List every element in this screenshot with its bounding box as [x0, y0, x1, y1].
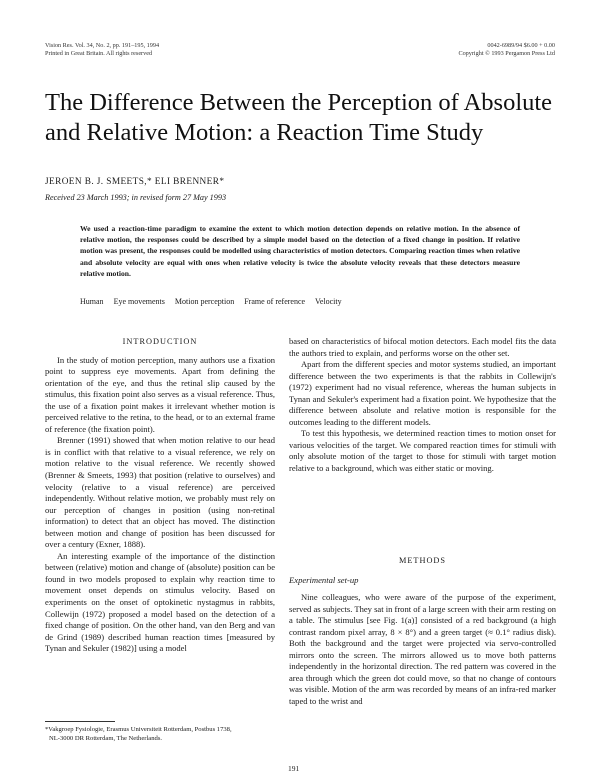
printed-line: Printed in Great Britain. All rights reserved: [45, 50, 153, 57]
paragraph: Brenner (1991) showed that when motion relative to our head is in conflict with that relative to a visual reference, we rely on motion relative to the visual reference. We recently showed (Brenner & Smeets, 1993) that position (relative to ourselves) and velocity (relative to a visual reference) are perceived independently. Without relative motion, we probably must rely on our perception of changes in position (using non-retinal information) to detect that an object has moved. The distinction between motion and change of position has been discussed for over a century (Exner, 1888).: [45, 435, 275, 550]
paragraph: Apart from the different species and motor systems studied, an important difference between the two experiments is that the rabbits in Collewijn's (1972) experiment had no visual reference, whereas the human subjects in Tynan and Sekuler's experiment had a fixation point. We hypothesize that the difference between absolute and relative motion is responsible for the outcomes leading to the different models.: [289, 359, 556, 427]
left-column: [45, 336, 275, 655]
right-column: [289, 336, 556, 475]
methods-heading: METHODS: [398, 556, 447, 565]
journal-line: Vision Res. Vol. 34, No. 2, pp. 191–195, 1994: [45, 42, 160, 49]
issn-line: 0042-6989/94 $6.00 + 0.00: [487, 42, 555, 49]
keyword: Motion perception: [174, 297, 235, 306]
page-number: 191: [288, 764, 300, 773]
abstract: We used a reaction-time paradigm to examine the extent to which motion detection depends on relative motion. In the absence of relative motion, the responses could be described by a simple model based on the detection of a fixed change in position. If relative motion was present, the responses could be modelled using characteristics of motion detectors. Comparing reaction times when relative and absolute velocity are equal with ones when relative velocity is twice the absolute velocity reveals that these detectors measure relative motion.: [80, 224, 520, 278]
copyright-block: [400, 42, 555, 58]
keywords: [80, 297, 350, 306]
footnote-line: NL-3000 DR Rotterdam, The Netherlands.: [49, 734, 163, 742]
paragraph: An interesting example of the importance of the distinction between (relative) motion and change of (absolute) position can be found in two models proposed to explain why reaction time to movement onset depends on stimulus velocity. Based on experiments on the onset of optokinetic nystagmus in rabbits, Collewijn (1972) proposed a model based on the detection of a fixed change of position. On the other hand, van den Berg and van de Grind (1989) described human reaction times [measured by Tynan and Sekuler (1982)] using a model: [45, 550, 275, 654]
journal-citation: [45, 42, 159, 58]
footnote-line: *Vakgroep Fysiologie, Erasmus Universiteit Rotterdam, Postbus 1738,: [45, 726, 232, 733]
keyword: Human: [80, 297, 104, 306]
keyword: Velocity: [314, 297, 342, 306]
paragraph: based on characteristics of bifocal motion detectors. Each model fits the data the authors tried to explain, and performs worse on the other set.: [289, 336, 556, 358]
keyword: Frame of reference: [244, 297, 306, 306]
paragraph: In the study of motion perception, many authors use a fixation point to suppress eye movements. Apart from defining the orientation of the eye, and thus the retinal slip caused by the stimulus, this fixation point also serves as a visual reference. Thus, the use of a fixation point makes it irrelevant whether motion is perceived relative to the retina, to the head, or to an external frame of reference (the fixation point).: [45, 354, 275, 434]
authors: JEROEN B. J. SMEETS,* ELI BRENNER*: [45, 177, 225, 187]
paragraph: Nine colleagues, who were aware of the purpose of the experiment, served as subjects. They sat in front of a large screen with their arm resting on a table. The stimulus [see Fig. 1(a)] consisted of a red background (a high contrast random pixel array, 8 × 8°) and a green target (≈ 0.1° radius disk). Both the background and the target were projected via servo-controlled mirrors onto the screen. The mirrors allowed us to move both patterns independently in the horizontal direction. The red pattern was covered in the area through which the green dot could move, so that no change of contours was visible. Motion of the arm was recorded by means of an infra-red marker taped to the wrist and: [289, 592, 556, 706]
setup-subheading: Experimental set-up: [289, 575, 359, 585]
copyright-line: Copyright © 1993 Pergamon Press Ltd: [458, 50, 555, 57]
article-title: The Difference Between the Perception of Absolute and Relative Motion: a Reaction Time Study: [45, 89, 553, 146]
keyword: Eye movements: [113, 297, 165, 306]
footnote-rule: [45, 721, 115, 722]
methods-text: [289, 592, 556, 707]
paragraph: To test this hypothesis, we determined reaction times to motion onset for various velocities of the target. We compared reaction times for stimuli with only absolute motion of the target to those for stimuli with target motion relative to a background, which was either static or moving.: [289, 428, 556, 474]
introduction-heading: INTRODUCTION: [122, 337, 198, 346]
received-dates: Received 23 March 1993; in revised form 27 May 1993: [45, 193, 227, 202]
footnote: [45, 726, 280, 743]
